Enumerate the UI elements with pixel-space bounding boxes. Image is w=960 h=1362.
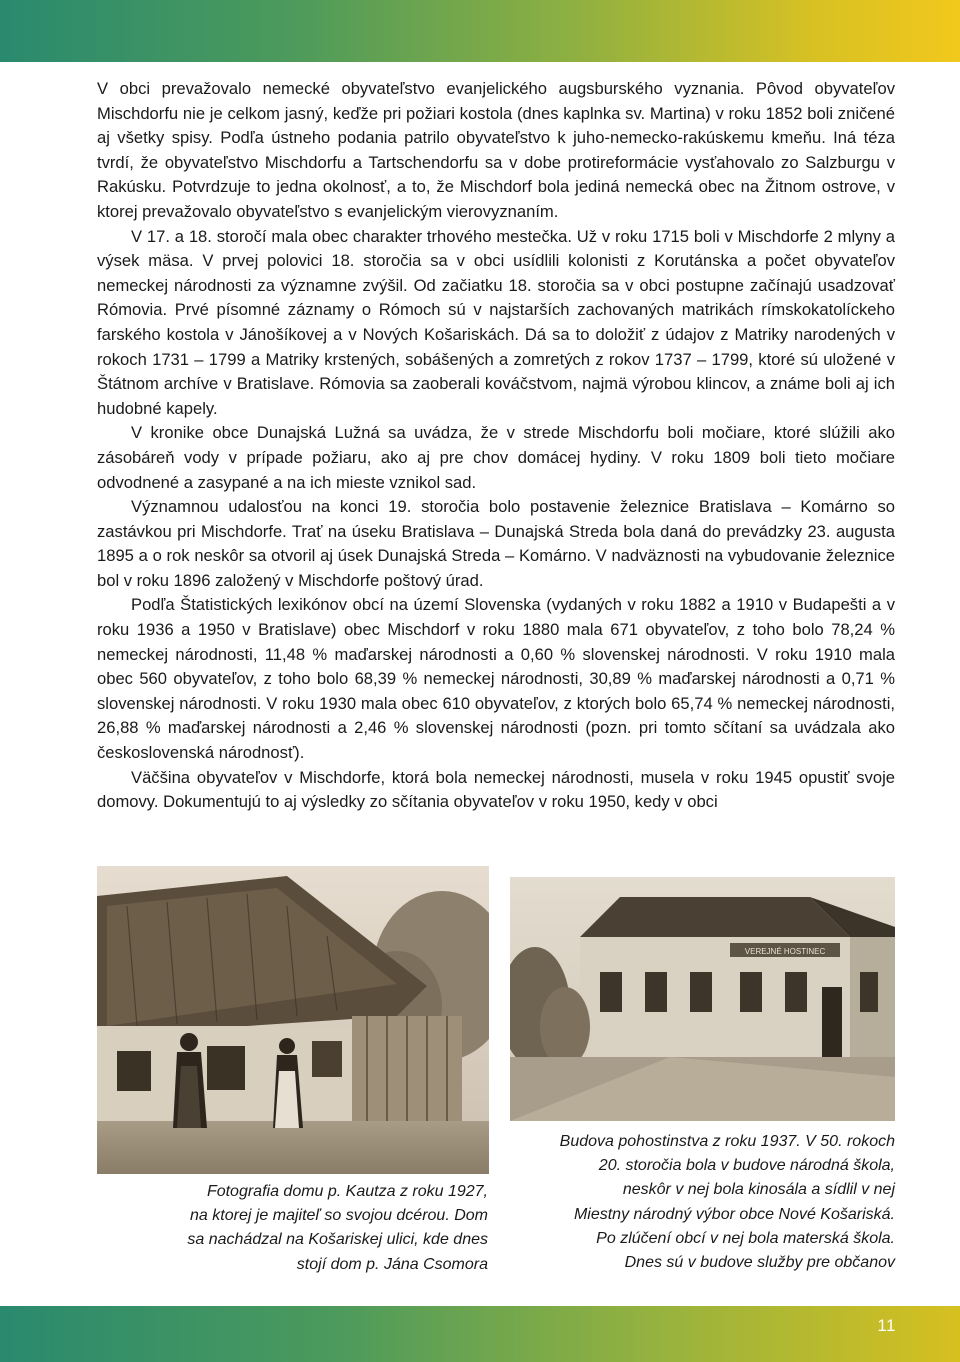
caption-left-line: Fotografia domu p. Kautza z roku 1927, <box>206 1183 488 1200</box>
page-number: 11 <box>877 1316 896 1335</box>
caption-left-line: stojí dom p. Jána Csomora <box>296 1255 488 1273</box>
body-paragraph: V 17. a 18. storočí mala obec charakter trhového mestečka. Už v roku 1715 boli v Mischdorfe 2 mlyny a výsek mäsa. V prvej polovici 18. storočia sa v obci usídlili kolonisti z Korutánska a počet obyvateľov nemeckej národnosti za významne zvýšil. Od začiatku 18. storočia sa v obci postupne začínajú usadzovať Rómovia. Prvé písomné záznamy o Rómoch sú v najstarších zachovaných matrikách rímskokatolíckeho farského kostola v Jánošíkovej a v Nových Košariskách. Dá sa to doložiť z údajov z Matriky narodených v rokoch 1731 – 1799 a Matriky krstených, sobášených a zomretých z rokov 1737 – 1799, ktoré sú uložené v Štátnom archíve v Bratislave. Rómovia sa zaoberali kováčstvom, najmä výrobou klincov, a známe boli aj ich hudobné kapely. <box>97 226 895 418</box>
caption-right-line: Po zlúčení obcí v nej bola materská škola. <box>596 1229 895 1247</box>
inn-sign-text: VEREJNÉ HOSTINEC <box>744 947 826 956</box>
photo-caption-right <box>500 1130 895 1275</box>
body-paragraph: Podľa Štatistických lexikónov obcí na území Slovenska (vydaných v roku 1882 a 1910 v Budapešti a v roku 1936 a 1950 v Bratislave) obec Mischdorf v roku 1880 mala 671 obyvateľov, z toho bolo 78,24 % nemeckej národnosti, 11,48 % maďarskej národnosti a 0,60 % slovenskej národnosti. V roku 1910 mala obec 560 obyvateľov, z toho bolo 68,39 % nemeckej národnosti, 30,89 % maďarskej národnosti a 0,71 % slovenskej národnosti. V roku 1930 mala obec 610 obyvateľov, z ktorých bolo 65,74 % nemeckej národnosti, 26,88 % maďarskej národnosti a 2,46 % slovenskej národnosti (pozn. pri tomto sčítaní sa uvádzala ako československá národnosť). <box>97 595 895 763</box>
body-paragraph: Väčšina obyvateľov v Mischdorfe, ktorá bola nemeckej národnosti, musela v roku 1945 opustiť svoje domovy. Dokumentujú to aj výsledky zo sčítania obyvateľov v roku 1950, kedy v obci <box>97 767 895 812</box>
photo-inn-building-image <box>510 877 895 1121</box>
header-color-band <box>0 0 960 62</box>
body-paragraph: V obci prevažovalo nemecké obyvateľstvo evanjelického augsburského vyznania. Pôvod obyvateľov Mischdorfu nie je celkom jasný, keďže pri požiari kostola (dnes kaplnka sv. Martina) v roku 1852 boli zničené aj všetky spisy. Podľa ústneho podania patrilo obyvateľstvo k juho-nemecko-rakúskemu kmeňu. Iná téza tvrdí, že obyvateľstvo Mischdorfu a Tartschendorfu sa v dobe protireformácie vysťahovalo zo Salzburgu v Rakúsku. Potvrdzuje to jedna okolnosť, a to, že Mischdorf bola jediná nemecká obec na Žitnom ostrove, v ktorej prevažovalo obyvateľstvo s evanjelickým vierovyznaním. <box>97 79 895 221</box>
article-body <box>97 77 895 815</box>
photo-inn-building <box>510 877 895 1121</box>
photo-kautz-house-image <box>97 866 489 1174</box>
caption-right-line: Dnes sú v budove služby pre občanov <box>624 1254 895 1272</box>
caption-right-line: 20. storočia bola v budove národná škola, <box>598 1157 895 1175</box>
caption-right-line: Budova pohostinstva z roku 1937. V 50. rokoch <box>559 1133 895 1150</box>
body-paragraph: Významnou udalosťou na konci 19. storočia bolo postavenie železnice Bratislava – Komárno so zastávkou pri Mischdorfe. Trať na úseku Bratislava – Dunajská Streda bola daná do prevádzky 23. augusta 1895 a o rok neskôr sa otvoril aj úsek Dunajská Streda – Komárno. V nadväznosti na vybudovanie železnice bol v roku 1896 založený v Mischdorfe poštový úrad. <box>97 497 895 590</box>
photo-kautz-house <box>97 866 489 1174</box>
caption-right-line: Miestny národný výbor obce Nové Košariská. <box>573 1205 895 1223</box>
caption-right-line: neskôr v nej bola kinosála a sídlil v nej <box>622 1181 895 1199</box>
photo-caption-left <box>110 1180 488 1277</box>
body-paragraph: V kronike obce Dunajská Lužná sa uvádza, že v strede Mischdorfu boli močiare, ktoré slúžili ako zásobáreň vody v prípade požiaru, ako aj pre chov domácej hydiny. V roku 1809 boli tieto močiare odvodnené a zasypané a na ich mieste vznikol sad. <box>97 423 895 492</box>
caption-left-line: na ktorej je majiteľ so svojou dcérou. Dom <box>190 1207 488 1225</box>
caption-left-line: sa nachádzal na Košariskej ulici, kde dnes <box>187 1231 488 1249</box>
footer-color-band <box>0 1306 960 1362</box>
